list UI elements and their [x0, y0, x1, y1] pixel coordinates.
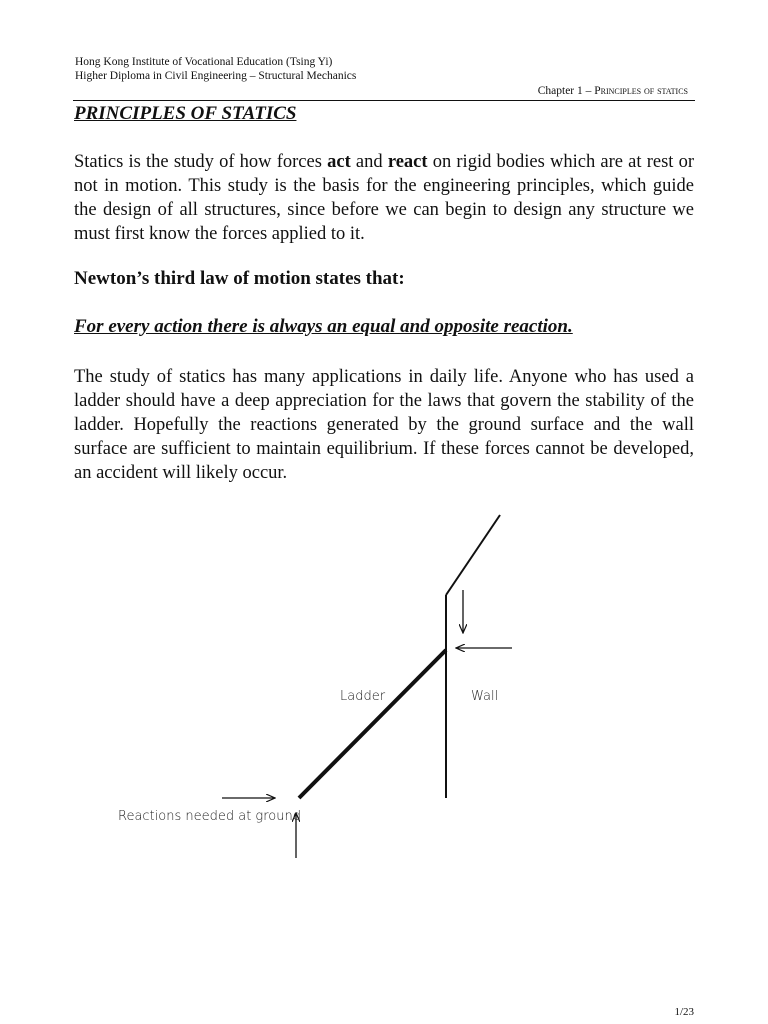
ground-reaction-label: Reactions needed at ground	[118, 809, 301, 824]
wall-top-line	[446, 515, 500, 595]
intro-text-3: on rigid bodies which are at rest or not in motion. This study is the basis for the engineering principles, which guide the design of all structures, since before we can begin to design any structure we must first know the forces applied to it.	[74, 152, 694, 244]
intro-text-1: Statics is the study of how forces	[74, 152, 328, 172]
header-rule	[73, 100, 695, 101]
ladder-label: Ladder	[340, 689, 386, 704]
ladder-diagram	[0, 500, 768, 870]
page-title: PRINCIPLES OF STATICS	[74, 103, 297, 124]
header-chapter	[538, 85, 688, 97]
intro-bold-act: act	[327, 152, 351, 172]
intro-text-2: and	[350, 152, 388, 172]
intro-paragraph	[74, 150, 694, 246]
chapter-title: Principles of statics	[594, 85, 688, 97]
applications-paragraph: The study of statics has many applications in daily life. Anyone who has used a ladder should have a deep appreciation for the laws that govern the stability of the ladder. Hopefully the reactions generated by the ground surface and the wall surface are sufficient to maintain equilibrium. If these forces cannot be developed, an accident will likely occur.	[74, 367, 694, 483]
page-number: 1/23	[674, 1006, 694, 1018]
newton-law: For every action there is always an equal and opposite reaction.	[74, 316, 573, 337]
wall-label: Wall	[471, 689, 499, 704]
ladder-line	[299, 650, 446, 798]
newton-heading: Newton’s third law of motion states that:	[74, 268, 405, 289]
header-institute: Hong Kong Institute of Vocational Education (Tsing Yi)	[75, 56, 333, 68]
intro-bold-react: react	[387, 152, 428, 172]
header-course: Higher Diploma in Civil Engineering – Structural Mechanics	[75, 70, 357, 82]
chapter-prefix: Chapter 1 –	[537, 85, 595, 97]
